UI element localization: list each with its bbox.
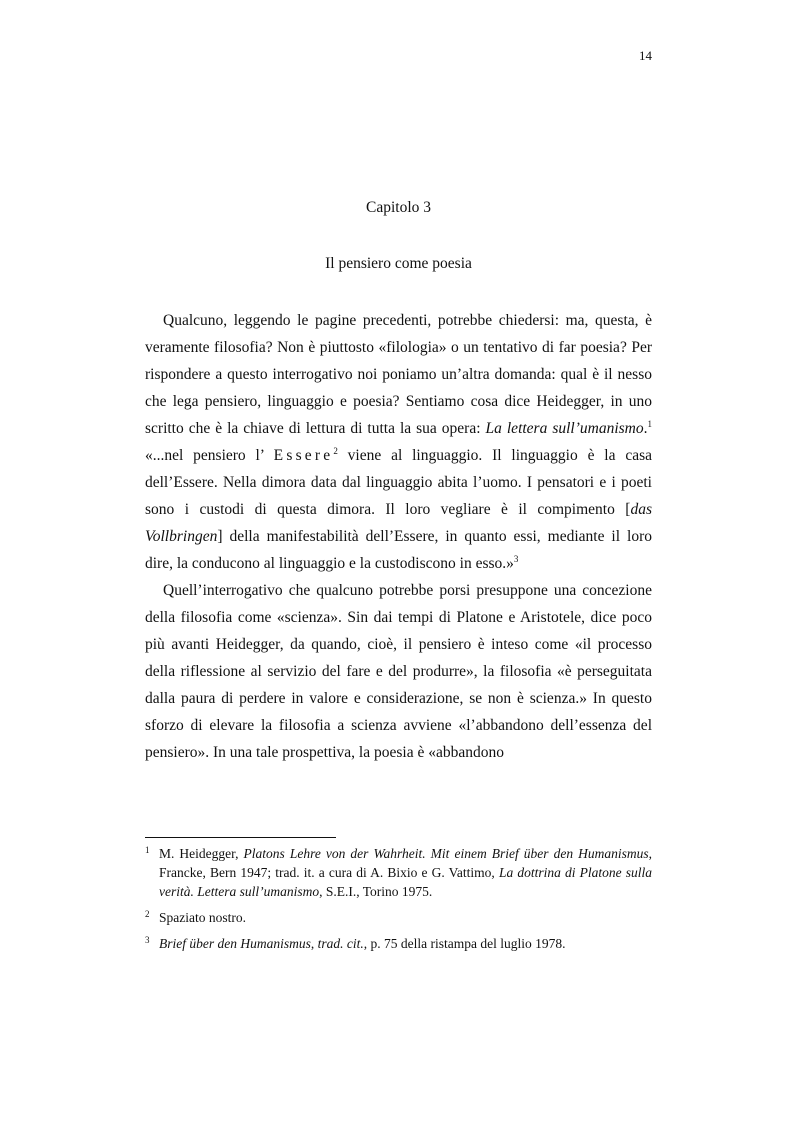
- paragraph-1-text-a: Qualcuno, leggendo le pagine precedenti, potrebbe chiedersi: ma, questa, è veramente filosofia? Non è piuttosto «filologia» o un tentativo di far poesia? Per rispondere a questo interrogativo noi poniamo un’altra domanda: qual è il nesso che lega pensiero, linguaggio e poesia? Sentiamo cosa dice Heidegger, in uno scritto che è la chiave di lettura di tutta la sua opera:: [145, 312, 652, 437]
- chapter-label: Capitolo 3: [365, 199, 431, 216]
- footnote-ref-1[interactable]: 1: [647, 418, 652, 429]
- paragraph-1-text-b: .: [643, 420, 648, 437]
- footnote-1: [145, 844, 652, 901]
- footnote-1-mark: 1: [145, 845, 150, 855]
- work-title-italic: La lettera sull’umanismo: [485, 420, 644, 437]
- paragraph-2: Quell’interrogativo che qualcuno potrebbe porsi presuppone una concezione della filosofia come «scienza». Sin dai tempi di Platone e Aristotele, dice poco più avanti Heidegger, da quando, cioè, il pensiero è inteso come «il processo della riflessione al servizio del fare e del produrre», la filosofia «è perseguitata dalla paura di perdere in valore e considerazione, se non è scienza.» In questo sforzo di elevare la filosofia a scienza avviene «l’abbandono dell’essenza del pensiero». In una tale prospettiva, la poesia è «abbandono: [145, 582, 652, 761]
- footnote-3-mark: 3: [145, 935, 150, 945]
- paragraph-1-text-d: viene al linguaggio. Il linguaggio è la casa dell’Essere. Nella dimora data dal linguaggio abita l’uomo. I pensatori e i poeti sono i custodi di questa dimora. Il loro vegliare è il compimento [: [145, 447, 652, 518]
- footnote-separator: [145, 837, 336, 838]
- footnote-2-text: Spaziato nostro.: [159, 910, 246, 925]
- footnote-3-text-c: , p. 75 della ristampa del luglio 1978.: [363, 936, 566, 951]
- footnote-ref-2[interactable]: 2: [333, 445, 338, 456]
- footnote-3-text-b: ,: [310, 936, 318, 951]
- paragraph-1-text-e: ] della manifestabilità dell’Essere, in quanto essi, mediante il loro dire, la conducono al linguaggio e la custodiscono in esso.»: [145, 528, 652, 572]
- spaced-word: Essere: [273, 447, 334, 464]
- footnote-3-cit-italic: trad. cit.: [317, 936, 364, 951]
- footnote-1-text-c: , S.E.I., Torino 1975.: [319, 884, 433, 899]
- german-term-italic: das Vollbringen: [145, 501, 652, 545]
- chapter-title: Il pensiero come poesia: [325, 255, 472, 272]
- footnote-1-title-italic: Platons Lehre von der Wahrheit. Mit einem Brief über den Humanismus: [243, 846, 649, 861]
- footnote-2-mark: 2: [145, 909, 150, 919]
- footnote-3-title-italic: Brief über den Humanismus: [159, 936, 311, 951]
- footnote-3: [145, 934, 652, 953]
- footnotes: [145, 844, 652, 960]
- body-text: [145, 307, 652, 766]
- footnote-1-text-b: , Francke, Bern 1947; trad. it. a cura di A. Bixio e G. Vattimo,: [159, 846, 653, 880]
- footnote-ref-3[interactable]: 3: [513, 553, 519, 564]
- footnote-1-text-a: M. Heidegger,: [159, 846, 244, 861]
- footnote-1-translation-italic: La dottrina di Platone sulla verità. Lettera sull’umanismo: [159, 865, 652, 899]
- footnote-2: [145, 908, 652, 927]
- paragraph-1-text-c: «...nel pensiero l’: [145, 447, 274, 464]
- paragraph-1: [145, 307, 652, 577]
- page-number: 14: [639, 48, 652, 63]
